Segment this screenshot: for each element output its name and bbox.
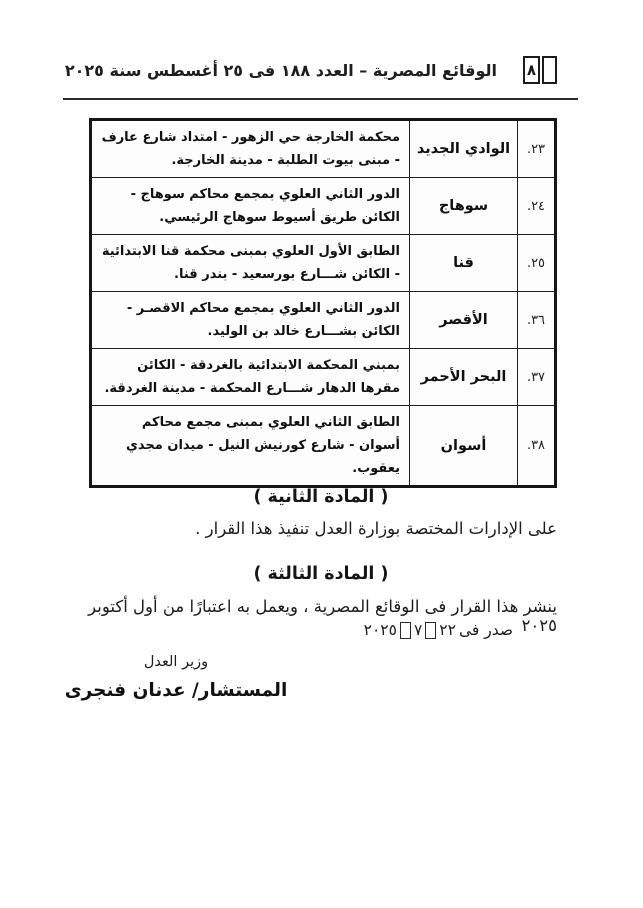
signer-title: وزير العدل [143, 654, 209, 670]
missing-glyph-box [425, 622, 436, 639]
row-number: ٢٣. [518, 120, 556, 178]
governorate-cell: الوادي الجديد [410, 120, 518, 178]
signer-name: المستشار/ عدنان فنجرى [64, 680, 288, 701]
missing-glyph-box [400, 622, 411, 639]
row-number: ٣٧. [518, 349, 556, 406]
governorate-cell: سوهاج [410, 178, 518, 235]
location-cell: محكمة الخارجة حي الزهور - امتداد شارع عارف - مبنى بيوت الطلبة - مدينة الخارجة. [91, 120, 410, 178]
location-cell: الدور الثاني العلوي بمجمع محاكم سوهاج - الكائن طريق أسيوط سوهاج الرئيسي. [91, 178, 410, 235]
page-number-box: ٨ [523, 56, 540, 84]
row-number: ٣٦. [518, 292, 556, 349]
article-two-body: على الإدارات المختصة بوزارة العدل تنفيذ هذا القرار . [195, 519, 557, 538]
location-cell: الدور الثاني العلوي بمجمع محاكم الاقصـر - الكائن بشـــارع خالد بن الوليد. [91, 292, 410, 349]
page-number-marker [523, 56, 557, 84]
governorate-cell: البحر الأحمر [410, 349, 518, 406]
location-cell: الطابق الثاني العلوي بمبنى مجمع محاكم أسوان - شارع كورنيش النيل - ميدان مجدي يعقوب. [91, 406, 410, 487]
row-number: ٢٥. [518, 235, 556, 292]
location-cell: الطابق الأول العلوي بمبنى محكمة قنا الابتدائية - الكائن شـــارع بورسعيد - بندر قنا. [91, 235, 410, 292]
governorate-cell: أسوان [410, 406, 518, 487]
courts-table [89, 118, 557, 488]
governorate-cell: الأقصر [410, 292, 518, 349]
page-title: الوقائع المصرية – العدد ١٨٨ فى ٢٥ أغسطس سنة ٢٠٢٥ [64, 60, 497, 80]
governorate-cell: قنا [410, 235, 518, 292]
row-number: ٢٤. [518, 178, 556, 235]
table-row [91, 120, 556, 178]
page-number-box-empty [542, 56, 557, 84]
header-divider [63, 98, 578, 100]
issue-date-day: ٢٢ [439, 621, 456, 639]
issue-date-prefix: صدر فى [458, 621, 513, 639]
issue-date-month: ٧ [413, 621, 423, 639]
issue-date-line [364, 621, 513, 639]
row-number: ٣٨. [518, 406, 556, 487]
article-two-heading: ( المادة الثانية ) [253, 487, 389, 507]
page-header [65, 56, 557, 84]
table-row [91, 406, 556, 487]
table-row [91, 349, 556, 406]
article-three-body: ينشر هذا القرار فى الوقائع المصرية ، ويعمل به اعتبارًا من أول أكتوبر ٢٠٢٥ [88, 597, 557, 635]
table-row [91, 235, 556, 292]
table-row [91, 178, 556, 235]
article-three-heading: ( المادة الثالثة ) [253, 564, 389, 584]
signature-block [62, 654, 290, 701]
location-cell: بمبني المحكمة الابتدائية بالغردقة - الكائن مقرها الدهار شـــارع المحكمة - مدينة الغردقة. [91, 349, 410, 406]
issue-date-year: ٢٠٢٥ [363, 621, 397, 639]
table-row [91, 292, 556, 349]
